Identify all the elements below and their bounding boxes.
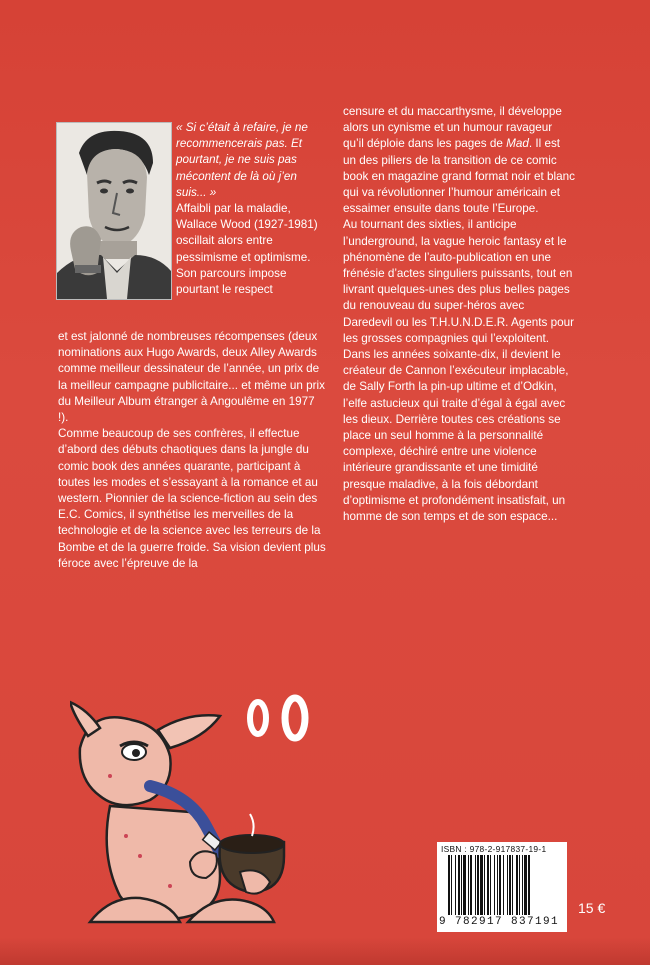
barcode-bar [484,855,485,915]
barcode-bar [497,855,498,915]
intro-text: Affaibli par la maladie, Wallace Wood (1927-1981) oscillait alors entre pessimisme et optimisme. Son parcours impose pourtant le respect [176,202,318,297]
barcode-bar [475,855,476,915]
price: 15 € [578,900,606,916]
barcode-bar [522,855,523,915]
barcode-bar [451,855,452,915]
isbn-label: ISBN : 978-2-917837-19-1 [441,844,547,854]
left-column-top [176,120,326,298]
mad-paragraph-start: censure et du maccarthysme, il développe alors un cynisme et un humour ravageur qu’il déploie dans les pages de [343,105,562,151]
barcode-bar [499,855,501,915]
seventies-paragraph: Dans les années soixante-dix, il devient le créateur de Cannon l’exécuteur implacable, de Sally Forth la pin-up ultime et d’Odkin, l’elfe astucieux qui traite d’égal à égal avec les dieux. Derrière toutes ces créations se place un seul homme à la personnalité complexe, déchiré entre une violence intérieure grandissante et une timidité presque maladive, à la fois débordant d’optimisme et profondément insatisfait, un homme de son temps et de son espace... [343,348,569,524]
barcode-bar [524,855,527,915]
mad-paragraph [343,104,576,217]
mad-paragraph-end: . Il est un des piliers de la transition de ce comic book en magazine grand format noir et blanc qui va révolutionner l’humour américain et essaimer ensuite dans toute l’Europe. [343,137,575,216]
barcode-box [437,842,567,932]
barcode-bar [470,855,472,915]
barcode-bar [480,855,483,915]
barcode-bar [455,855,456,915]
barcode-bar [494,855,495,915]
barcode-bar [512,855,513,915]
awards-paragraph: et est jalonné de nombreuses récompenses (deux nominations aux Hugo Awards, deux Alley Awards comme meilleur dessinateur de l’année, un prix de la meilleur campagne publicitaire... et même un prix du Meilleur Album étranger à Angoulême en 1977 !). [58,330,325,425]
barcode-bar [528,855,530,915]
barcode-bar [461,855,462,915]
mad-title: Mad [506,137,529,151]
alien-cartoon-illustration [70,686,310,932]
left-column-bottom [58,329,328,572]
barcode-bar [516,855,518,915]
barcode-bar [519,855,520,915]
right-column [343,104,576,525]
barcode-bar [487,855,489,915]
barcode-bar [507,855,508,915]
barcode-bar [463,855,466,915]
barcode-bar [477,855,479,915]
barcode-bar [509,855,511,915]
barcode-bar [490,855,491,915]
author-photo [56,122,172,300]
career-paragraph: Comme beaucoup de ses confrères, il effectue d’abord des débuts chaotiques dans la jungle du comic book des années quarante, participant à toutes les modes et s’essayant à la romance et au western. Pionnier de la science-fiction au sein des E.C. Comics, il synthétise les merveilles de la technologie et de la science avec les terreurs de la Bombe et de la guerre froide. Sa vision devient plus féroce avec l’épreuve de la [58,427,326,570]
barcode-bars [446,855,562,917]
barcode-bar [458,855,460,915]
barcode-digits: 9 782917 837191 [439,916,560,928]
barcode-bar [468,855,469,915]
author-quote: « Si c’était à refaire, je ne recommencerais pas. Et pourtant, je ne suis pas mécontent de là où j’en suis... » [176,121,308,199]
sixties-paragraph: Au tournant des sixties, il anticipe l’underground, la vague heroic fantasy et le phénomène de l’auto-publication en une frénésie d’actes singuliers puissants, tout en livrant quelques-unes des plus belles pages du renouveau du super-héros avec Daredevil ou les T.H.U.N.D.E.R. Agents pour les grosses compagnies qui l’exploitent. [343,218,575,345]
barcode-bar [448,855,450,915]
barcode-bar [503,855,504,915]
